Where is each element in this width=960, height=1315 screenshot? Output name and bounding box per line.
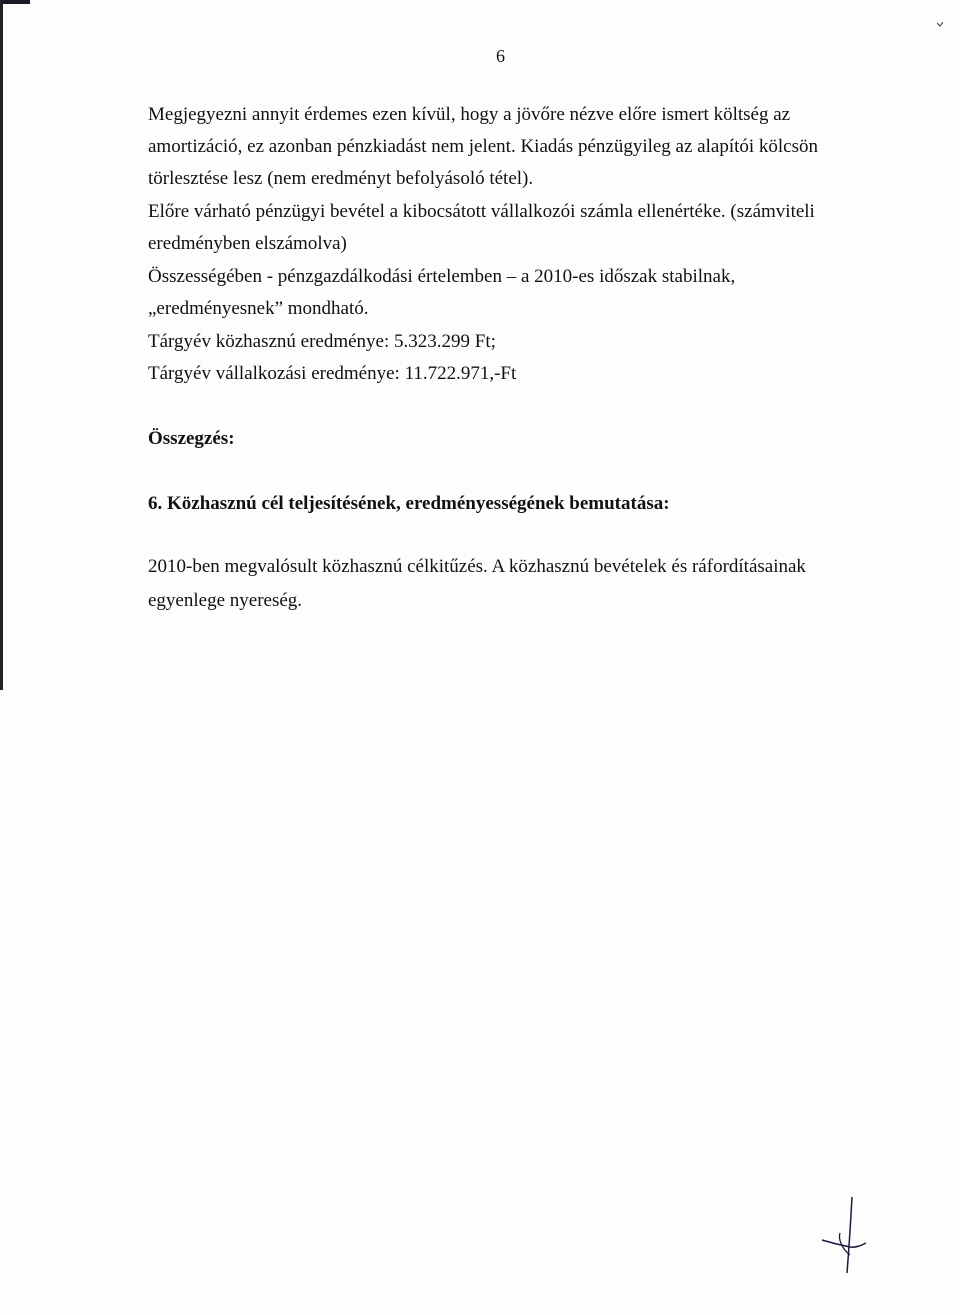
public-benefit-result: Tárgyév közhasznú eredménye: 5.323.299 Ft; [148,331,496,352]
tick-mark-icon [937,22,943,28]
scan-edge-line [0,0,3,690]
closing-line: egyenlege nyereség. [148,590,303,611]
paragraph-line: Összességében - pénzgazdálkodási értelemben – a 2010-es időszak stabilnak, [148,266,736,287]
handwritten-signature-icon [820,1195,870,1275]
paragraph-line [148,104,858,126]
paragraph-line: Előre várható pénzügyi bevétel a kibocsátott vállalkozói számla ellenértéke. (számviteli [148,201,815,222]
page-number: 6 [496,46,505,66]
paragraph-line-text: Megjegyezni annyit érdemes ezen kívül, hogy a jövőre nézve előre ismert költség az [148,104,791,125]
paragraph-line: amortizáció, ez azonban pénzkiadást nem jelent. Kiadás pénzügyileg az alapítói kölcsön [148,136,819,157]
paragraph-line: „eredményesnek” mondható. [148,298,369,319]
paragraph-line: törlesztése lesz (nem eredményt befolyásoló tétel). [148,168,534,189]
summary-heading: Összegzés: [148,428,235,449]
business-result: Tárgyév vállalkozási eredménye: 11.722.971,-Ft [148,363,517,384]
closing-line: 2010-ben megvalósult közhasznú célkitűzés. A közhasznú bevételek és ráfordításainak [148,556,806,577]
scan-corner-mark [0,0,30,4]
paragraph-line: eredményben elszámolva) [148,233,347,254]
section-heading: 6. Közhasznú cél teljesítésének, eredményességének bemutatása: [148,493,670,514]
